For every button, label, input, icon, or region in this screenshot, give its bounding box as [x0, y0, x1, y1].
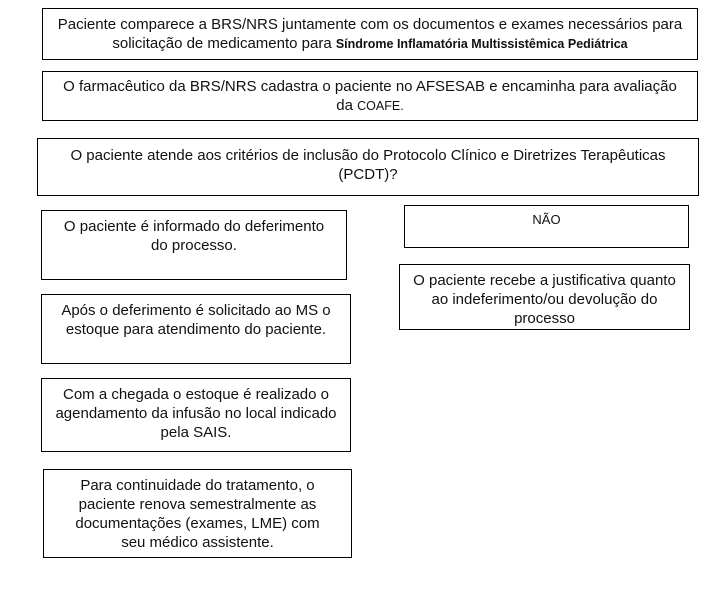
step-register-text: O farmacêutico da BRS/NRS cadastra o paciente no AFSESAB e encaminha para avaliação da: [63, 78, 677, 114]
yes-step-renewal-box: [43, 469, 352, 558]
no-label-box: [404, 205, 689, 248]
step-request-box: [42, 8, 698, 60]
yes-step-scheduling-text: Com a chegada o estoque é realizado o agendamento da infusão no local indicado pela SAIS.: [55, 386, 337, 441]
yes-step-informed-text: O paciente é informado do deferimento do processo.: [63, 218, 325, 254]
decision-question-text: O paciente atende aos critérios de inclusão do Protocolo Clínico e Diretrizes Terapêuticas (PCDT)?: [70, 147, 666, 183]
no-label-text: NÃO: [532, 212, 561, 227]
syndrome-name: Síndrome Inflamatória Multissistêmica Pediátrica: [335, 37, 628, 51]
yes-step-scheduling-box: [41, 378, 351, 452]
yes-step-informed-box: [41, 210, 347, 280]
step-request-text: Paciente comparece a BRS/NRS juntamente com os documentos e exames necessários para solicitação de medicamento para: [57, 16, 683, 52]
yes-step-stock-request-text: Após o deferimento é solicitado ao MS o estoque para atendimento do paciente.: [61, 302, 331, 338]
no-result-text: O paciente recebe a justificativa quanto ao indeferimento/ou devolução do processo: [413, 272, 676, 327]
yes-step-renewal-text: Para continuidade do tratamento, o paciente renova semestralmente as documentações (exames, LME) com seu médico assistente.: [75, 477, 320, 551]
step-register-box: [42, 71, 698, 121]
coafe-acronym: COAFE.: [357, 99, 404, 113]
yes-step-stock-request-box: [41, 294, 351, 364]
decision-question-box: [37, 138, 699, 196]
no-result-box: [399, 264, 690, 330]
